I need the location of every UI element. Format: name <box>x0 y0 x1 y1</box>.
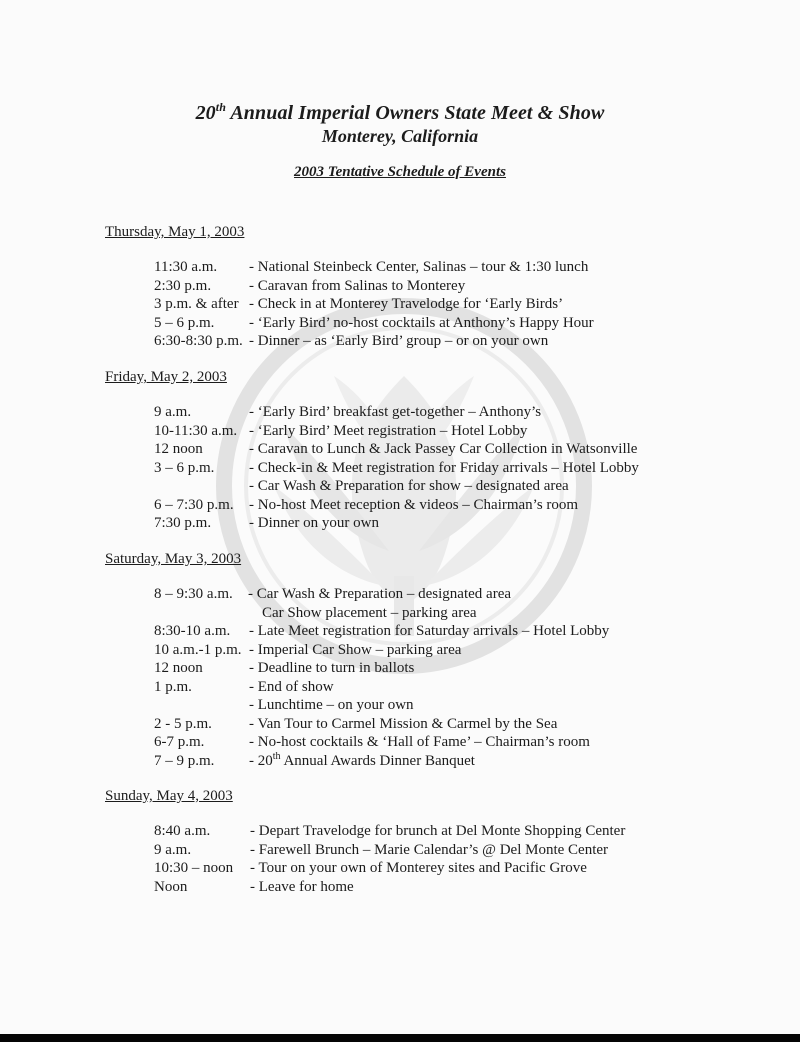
event-time: 3 p.m. & after <box>154 296 239 312</box>
event-description: - Van Tour to Carmel Mission & Carmel by the Sea <box>249 715 558 732</box>
event-description: - Dinner – as ‘Early Bird’ group – or on your own <box>249 333 549 349</box>
event-description: - Imperial Car Show – parking area <box>249 641 462 658</box>
event-description: - Caravan to Lunch & Jack Passey Car Collection in Watsonville <box>249 441 638 457</box>
event-description: - ‘Early Bird’ breakfast get-together – Anthony’s <box>249 404 542 420</box>
event-row <box>0 642 800 660</box>
event-time: 3 – 6 p.m. <box>154 459 215 476</box>
day-heading: Thursday, May 1, 2003 <box>105 224 245 240</box>
schedule-title: 2003 Tentative Schedule of Events <box>294 164 506 180</box>
document-subtitle: Monterey, California <box>321 126 479 146</box>
description-rest: Annual Awards Dinner Banquet <box>280 752 475 769</box>
event-description: - End of show <box>249 678 334 695</box>
event-time: 9 a.m. <box>154 841 192 858</box>
event-description: Car Show placement – parking area <box>262 604 477 621</box>
event-row <box>0 823 800 841</box>
event-row <box>0 515 800 533</box>
event-row <box>0 734 800 752</box>
event-description: - National Steinbeck Center, Salinas – tour & 1:30 lunch <box>249 259 589 275</box>
description-prefix: - 20 <box>249 752 273 769</box>
event-description: - Car Wash & Preparation – designated area <box>248 586 512 602</box>
event-row <box>0 315 800 333</box>
event-description: - Tour on your own of Monterey sites and Pacific Grove <box>250 860 587 876</box>
event-row <box>0 623 800 641</box>
event-time: 10:30 – noon <box>154 860 234 876</box>
event-row <box>0 679 800 697</box>
event-time: 1 p.m. <box>154 678 192 695</box>
day-heading: Saturday, May 3, 2003 <box>105 551 242 567</box>
event-time: Noon <box>154 878 188 895</box>
title-rest: Annual Imperial Owners State Meet & Show <box>225 102 605 124</box>
event-row <box>0 842 800 860</box>
event-time: 7 – 9 p.m. <box>154 752 215 769</box>
event-description <box>249 750 475 770</box>
event-row <box>0 716 800 734</box>
event-time: 2 - 5 p.m. <box>154 715 212 732</box>
event-row <box>0 460 800 478</box>
event-time: 8:30-10 a.m. <box>154 623 231 639</box>
description-superscript: th <box>272 750 281 762</box>
event-time: 6 – 7:30 p.m. <box>154 496 234 513</box>
event-description: - Depart Travelodge for brunch at Del Monte Shopping Center <box>250 823 626 839</box>
event-time: 11:30 a.m. <box>154 259 218 275</box>
day-heading: Sunday, May 4, 2003 <box>105 788 233 804</box>
event-row <box>0 697 800 715</box>
event-description: - Check in at Monterey Travelodge for ‘Early Birds’ <box>249 296 564 312</box>
event-time: 10 a.m.-1 p.m. <box>154 641 242 658</box>
event-description: - Car Wash & Preparation for show – designated area <box>249 478 569 494</box>
event-time: 8 – 9:30 a.m. <box>154 586 233 602</box>
event-time: 12 noon <box>154 441 203 457</box>
event-description: - ‘Early Bird’ Meet registration – Hotel Lobby <box>249 422 528 439</box>
event-row <box>0 333 800 351</box>
event-description: - Lunchtime – on your own <box>249 697 414 713</box>
event-row <box>0 586 800 604</box>
event-description: - No-host Meet reception & videos – Chairman’s room <box>249 496 579 513</box>
event-row <box>0 423 800 441</box>
event-time: 12 noon <box>154 660 203 676</box>
event-time: 9 a.m. <box>154 404 192 420</box>
event-row <box>0 860 800 878</box>
event-description: - Caravan from Salinas to Monterey <box>249 277 466 294</box>
day-heading: Friday, May 2, 2003 <box>105 369 227 385</box>
event-time: 10-11:30 a.m. <box>154 422 238 439</box>
event-row <box>0 478 800 496</box>
scan-bottom-edge <box>0 1034 800 1042</box>
document-title <box>0 102 800 125</box>
event-time: 8:40 a.m. <box>154 823 211 839</box>
event-description: - No-host cocktails & ‘Hall of Fame’ – Chairman’s room <box>249 734 590 750</box>
event-description: - Leave for home <box>250 878 354 895</box>
title-prefix: 20 <box>195 102 216 124</box>
event-description: - ‘Early Bird’ no-host cocktails at Anthony’s Happy Hour <box>249 314 594 331</box>
event-time: 6-7 p.m. <box>154 734 205 750</box>
event-time: 5 – 6 p.m. <box>154 314 215 331</box>
event-row <box>0 660 800 678</box>
event-time: 7:30 p.m. <box>154 515 212 531</box>
event-time: 6:30-8:30 p.m. <box>154 333 243 349</box>
event-row <box>0 497 800 515</box>
event-row <box>0 605 800 623</box>
event-description: - Deadline to turn in ballots <box>249 660 415 676</box>
event-description: - Late Meet registration for Saturday arrivals – Hotel Lobby <box>249 623 610 639</box>
event-row <box>0 278 800 296</box>
event-row <box>0 879 800 897</box>
event-row <box>0 259 800 277</box>
event-row <box>0 441 800 459</box>
event-description: - Farewell Brunch – Marie Calendar’s @ Del Monte Center <box>250 841 609 858</box>
event-time: 2:30 p.m. <box>154 277 212 294</box>
title-superscript: th <box>215 100 226 114</box>
event-row <box>0 296 800 314</box>
event-row <box>0 404 800 422</box>
event-description: - Check-in & Meet registration for Friday arrivals – Hotel Lobby <box>249 459 639 476</box>
event-row <box>0 750 800 771</box>
event-description: - Dinner on your own <box>249 515 379 531</box>
